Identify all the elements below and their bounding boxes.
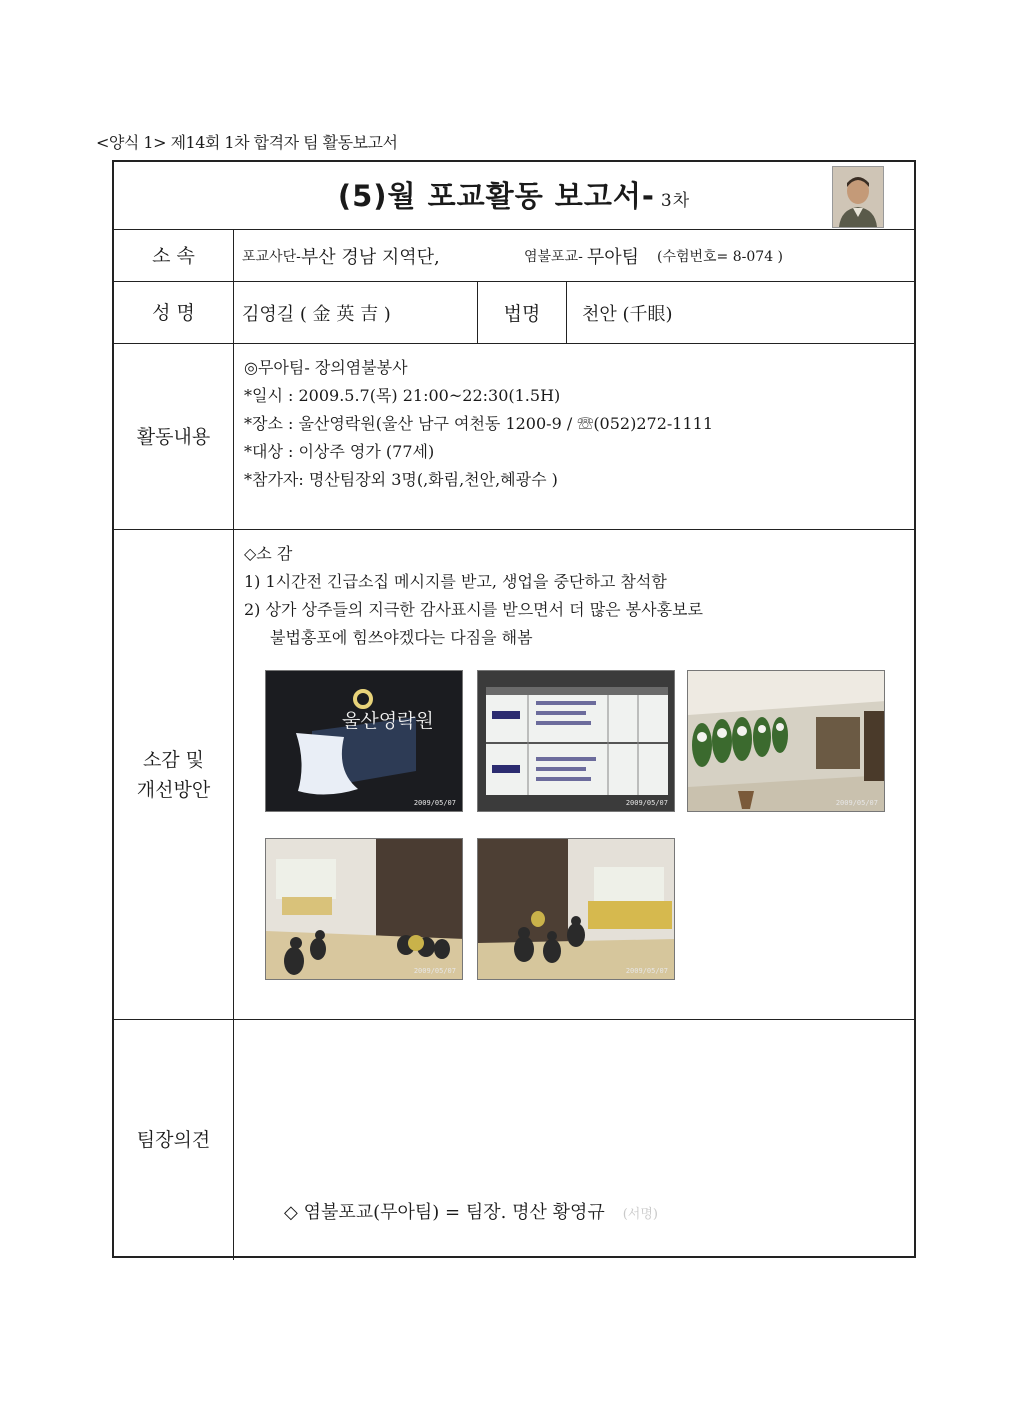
name-row — [114, 282, 914, 344]
org-name: 부산 경남 지역단, — [300, 246, 440, 268]
portrait-photo — [833, 167, 883, 227]
reflection-line-3: 불법홍포에 힘쓰야겠다는 다짐을 해봄 — [270, 628, 533, 647]
team-prefix: 염불포교- — [524, 248, 583, 265]
photo-date-stamp: 2009/05/07 — [413, 967, 456, 975]
author-portrait — [832, 166, 884, 228]
activity-team: ◎무아팀- 장의염불봉사 — [244, 358, 408, 377]
photo-memorial-service-2 — [477, 838, 675, 980]
photo-date-stamp: 2009/05/07 — [625, 967, 668, 975]
reflection-line-2: 2) 상가 상주들의 지극한 감사표시를 받으면서 더 많은 봉사홍보로 — [244, 600, 703, 619]
report-title-main: (5)월 포교활동 보고서- — [337, 179, 655, 213]
signature-hint: (서명) — [622, 1207, 658, 1222]
hallway-image — [688, 671, 885, 812]
affiliation-team — [524, 230, 783, 281]
form-caption: <양식 1> 제14회 1차 합격자 팀 활동보고서 — [96, 133, 398, 152]
affiliation-label: 소 속 — [114, 230, 234, 281]
leader-opinion-row — [114, 1020, 914, 1260]
affiliation-org — [242, 230, 440, 281]
person-name: 김영길 ( 金 英 吉 ) — [242, 303, 391, 325]
report-form — [112, 160, 916, 1258]
name-label: 성 명 — [114, 282, 234, 343]
affiliation-row — [114, 230, 914, 282]
photo-memorial-service-1 — [265, 838, 463, 980]
funeral-board-image — [478, 671, 675, 812]
reflection-text — [244, 540, 904, 652]
leader-opinion-label: 팀장의견 — [114, 1020, 234, 1260]
activity-date: *일시 : 2009.5.7(목) 21:00~22:30(1.5H) — [244, 386, 561, 405]
exam-number: (수험번호= 8-074 ) — [657, 248, 784, 265]
leader-signature-line — [284, 1198, 658, 1224]
reflection-row — [114, 530, 914, 1020]
photo-date-stamp: 2009/05/07 — [413, 799, 456, 807]
sign-text: 울산영락원 — [342, 710, 434, 732]
memorial-service-image-2 — [478, 839, 675, 980]
photo-funeral-board — [477, 670, 675, 812]
memorial-service-image-1 — [266, 839, 463, 980]
report-title — [114, 174, 914, 215]
leader-signature: ◇ 염불포교(무아팀) = 팀장. 명산 황영규 — [284, 1202, 605, 1223]
activity-place: *장소 : 울산영락원(울산 남구 여천동 1200-9 / ☏(052)272-1111 — [244, 414, 714, 433]
activity-row — [114, 344, 914, 530]
report-title-suffix: 3차 — [660, 191, 691, 211]
activity-participants: *참가자: 명산팀장외 3명(,화림,천안,혜광수 ) — [244, 470, 558, 489]
reflection-heading: ◇소 감 — [244, 544, 293, 563]
photo-date-stamp: 2009/05/07 — [625, 799, 668, 807]
activity-target: *대상 : 이상주 영가 (77세) — [244, 442, 435, 461]
title-row — [114, 162, 914, 230]
dharma-name-label: 법명 — [477, 282, 567, 343]
photo-building-sign — [265, 670, 463, 812]
dharma-name: 천안 (千眼) — [582, 303, 673, 325]
building-sign-image — [266, 671, 463, 812]
activity-label: 활동내용 — [114, 344, 234, 529]
reflection-label: 소감 및 개선방안 — [114, 530, 234, 1019]
reflection-line-1: 1) 1시간전 긴급소집 메시지를 받고, 생업을 중단하고 참석함 — [244, 572, 667, 591]
photo-hallway-wreaths — [687, 670, 885, 812]
photo-date-stamp: 2009/05/07 — [835, 799, 878, 807]
org-prefix: 포교사단- — [242, 248, 301, 265]
activity-details — [244, 354, 904, 494]
team-name: 무아팀 — [586, 246, 639, 268]
